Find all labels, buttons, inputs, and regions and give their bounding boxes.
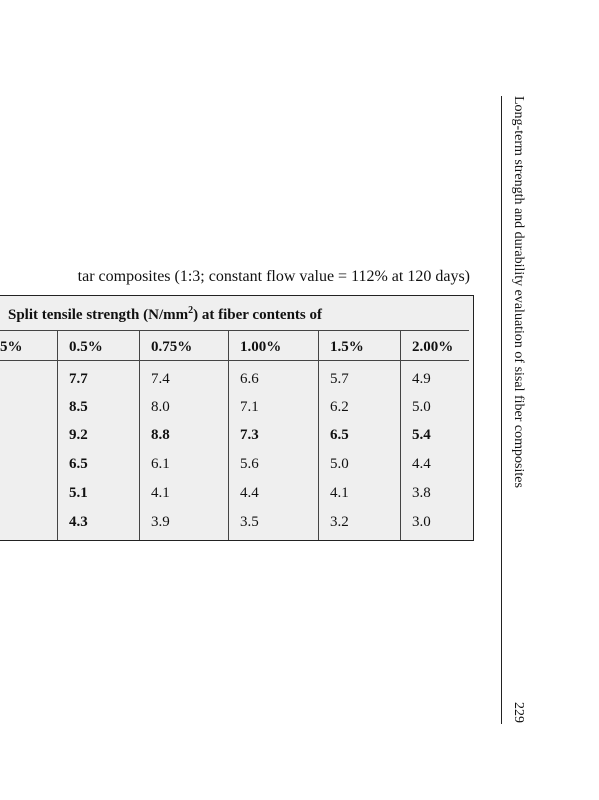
table-cell: 4.4 [240, 485, 259, 501]
table-cell: 3.2 [330, 514, 349, 530]
table-cell: 5.1 [69, 485, 88, 501]
table-cell: 8.5 [69, 399, 88, 415]
column-divider [228, 330, 229, 540]
column-divider [57, 330, 58, 540]
column-divider [139, 330, 140, 540]
table-cell: 4.4 [412, 456, 431, 472]
table-cell: 5.0 [330, 456, 349, 472]
data-table [0, 295, 474, 541]
table-caption: tar composites (1:3; constant flow value = 112% at 120 days) [77, 268, 470, 285]
table-cell: 8.0 [151, 399, 170, 415]
group-header: Split tensile strength $(N/mm^2)$ at fiber contents of [8, 305, 323, 323]
table-cell: 7.1 [240, 399, 259, 415]
table-cell: 7.3 [240, 427, 259, 443]
table-cell: 6.5 [69, 456, 88, 472]
table-cell: 6.1 [151, 456, 170, 472]
table-cell: 7.7 [69, 371, 88, 387]
column-header: 2.00% [412, 339, 454, 355]
table-cell: 3.8 [412, 485, 431, 501]
column-header: 1.5% [330, 339, 364, 355]
table-cell: 4.1 [330, 485, 349, 501]
running-head-text: Long-term strength and durability evaluation of sisal fiber composites [511, 96, 526, 488]
table-cell: 6.6 [240, 371, 259, 387]
table-cell: 5.6 [240, 456, 259, 472]
table-cell: 6.2 [330, 399, 349, 415]
column-header-rule [0, 360, 469, 361]
table-cell: 5.4 [412, 427, 431, 443]
group-header-rule [0, 330, 469, 331]
page-number-text: 229 [511, 702, 526, 723]
table-cell: 4.9 [412, 371, 431, 387]
column-header: 0.5% [69, 339, 103, 355]
column-divider [318, 330, 319, 540]
table-cell: 3.0 [412, 514, 431, 530]
table-cell: 4.1 [151, 485, 170, 501]
table-cell: 8.8 [151, 427, 170, 443]
table-cell: 4.3 [69, 514, 88, 530]
table-cell: 9.2 [69, 427, 88, 443]
table-cell: 5.0 [412, 399, 431, 415]
column-header: 1.00% [240, 339, 282, 355]
table-cell: 5.7 [330, 371, 349, 387]
table-cell: 3.5 [240, 514, 259, 530]
column-divider [400, 330, 401, 540]
column-header: 5% [0, 339, 23, 355]
margin-rule [501, 96, 502, 724]
table-cell: 3.9 [151, 514, 170, 530]
table-cell: 7.4 [151, 371, 170, 387]
table-cell: 6.5 [330, 427, 349, 443]
column-header: 0.75% [151, 339, 193, 355]
